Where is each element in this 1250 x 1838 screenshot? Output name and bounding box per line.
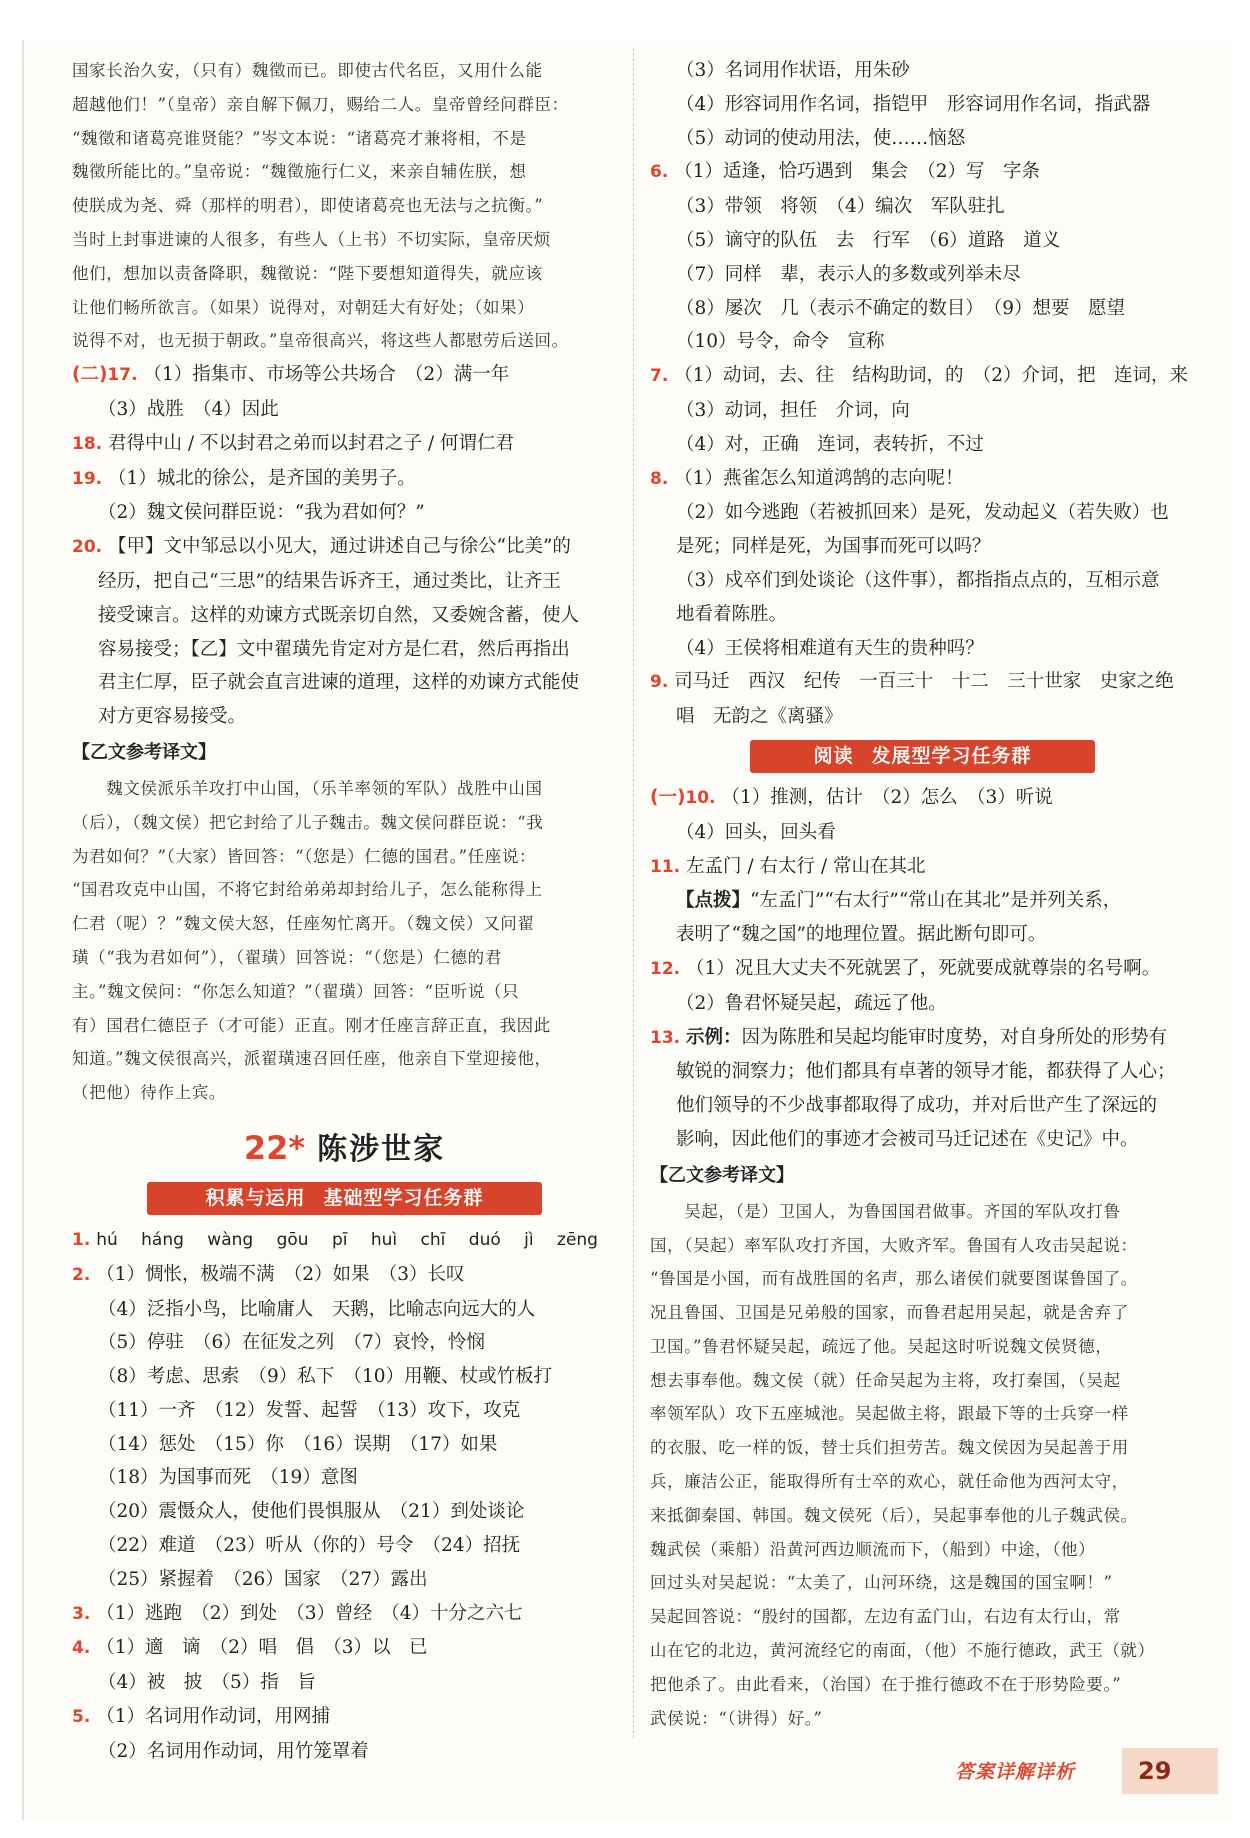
answer-text: （1）指集市、市场等公共场合 （2）满一年	[143, 364, 510, 386]
question-5-continued	[650, 54, 1195, 155]
answer-text: 他们领导的不少战事都取得了成功，并对后世产生了深远的	[676, 1095, 1158, 1117]
footer-answer-tag: 答案详解详析	[955, 1761, 1076, 1783]
text-line: 来抵御秦国、韩国。魏文侯死（后），吴起事奉他的儿子魏武侯。	[650, 1505, 1138, 1525]
text-line: 知道。”魏文侯很高兴，派翟璜速召回任座，他亲自下堂迎接他，	[72, 1049, 552, 1069]
text-line: 兵，廉洁公正，能取得所有士卒的欢心，就任命他为西河太守，	[650, 1472, 1129, 1492]
text-line: 卫国。”鲁君怀疑吴起，疏远了他。吴起这时听说魏文侯贤德，	[650, 1336, 1113, 1356]
question-number: 13.	[650, 1027, 681, 1048]
question-number: 4.	[72, 1638, 91, 1659]
text-line: 超越他们！”（皇帝）亲自解下佩刀，赐给二人。皇帝曾经问群臣：	[72, 94, 569, 114]
question-number: 20.	[72, 537, 103, 558]
answer-text: （3）名词用作状语，用朱砂	[676, 60, 910, 81]
text-line: 仁君（呢）？”魏文侯大怒，任座匆忙离开。（魏文侯）又问翟	[72, 914, 535, 934]
answer-text: （1）惆怅，极端不满 （2）如果 （3）长叹	[96, 1263, 465, 1285]
section-marker: (二)	[72, 364, 108, 386]
question-20	[72, 530, 617, 734]
answer-text: （4）对，正确 连词，表转折，不过	[676, 433, 984, 455]
text-line: 把他杀了。由此看来，（治国）在于推行德政不在于形势险要。”	[650, 1674, 1122, 1694]
left-column	[72, 54, 617, 1769]
question-9	[650, 665, 1195, 734]
answer-text: （2）魏文侯问群臣说：“我为君如何？”	[98, 502, 425, 524]
answer-text: （1）推测，估计 （2）怎么 （3）听说	[721, 786, 1053, 808]
question-11	[650, 850, 1195, 952]
answer-text: 影响，因此他们的事迹才会被司马迁记述在《史记》中。	[676, 1128, 1139, 1150]
tip-label: 【点拨】	[676, 890, 751, 912]
text-line: 的衣服、吃一样的饭，替士兵们担劳苦。魏文侯因为吴起善于用	[650, 1438, 1129, 1458]
text-line: 山在它的北边，黄河流经它的南面，（他）不施行德政，武王（就）	[650, 1641, 1155, 1661]
answer-text: （1）动词，去、往 结构助词，的 （2）介词，把 连词，来	[674, 365, 1188, 387]
question-number: 7.	[650, 366, 669, 387]
answer-text: （4）回头，回头看	[676, 821, 836, 843]
answer-text: （14）惩处 （15）你 （16）误期 （17）如果	[98, 1433, 498, 1455]
section-banner-accumulation	[147, 1182, 542, 1215]
question-number: 2.	[72, 1264, 91, 1285]
answer-text: 因为陈胜和吴起均能审时度势，对自身所处的形势有	[741, 1026, 1168, 1048]
answer-text: （2）名词用作动词，用竹笼罩着	[98, 1740, 369, 1762]
question-2	[72, 1258, 617, 1597]
text-line: 吴起回答说：“殷纣的国都，左边有孟门山，右边有太行山，常	[650, 1607, 1121, 1627]
answer-text: （4）泛指小鸟，比喻庸人 天鹅，比喻志向远大的人	[98, 1298, 536, 1320]
section-marker: (一)	[650, 786, 686, 808]
answer-text: （4）形容词用作名词，指铠甲 形容词用作名词，指武器	[676, 93, 1151, 115]
text-line: 他们，想加以责备降职，魏徵说：“陛下要想知道得失，就应该	[72, 263, 543, 283]
question-number: 9.	[650, 672, 669, 693]
banner-sub: 基础型学习任务群	[323, 1186, 484, 1209]
answer-text: （5）动词的使动用法，使……恼怒	[676, 127, 966, 149]
question-number: 17.	[107, 365, 138, 386]
answer-text: 经历，把自己“三思”的结果告诉齐王，通过类比，让齐王	[98, 570, 561, 592]
answer-text: 容易接受；【乙】文中翟璜先肯定对方是仁君，然后再指出	[98, 638, 570, 660]
answer-text: （1）城北的徐公，是齐国的美男子。	[108, 467, 416, 489]
answer-text: （11）一齐 （12）发誓、起誓 （13）攻下，攻克	[98, 1399, 521, 1421]
answer-text: 君主仁厚，臣子就会直言进谏的道理，这样的劝谏方式能使	[98, 672, 580, 694]
answer-text: （3）戍卒们到处谈论（这件事），都指指点点的，互相示意	[676, 569, 1160, 591]
text-line: 璜（“我为君如何”），（翟璜）回答说：“（您是）仁德的君	[72, 947, 502, 967]
answer-text: 是死；同样是死，为国事而死可以吗？	[676, 536, 991, 558]
answer-text: （1）燕雀怎么知道鸿鹄的志向呢！	[674, 467, 964, 489]
answer-text: 敏锐的洞察力；他们都具有卓著的领导才能，都获得了人心；	[676, 1061, 1176, 1083]
section-banner-reading	[750, 740, 1095, 773]
answer-text: （2）鲁君怀疑吴起，疏远了他。	[676, 992, 947, 1014]
chapter-title: 陈涉世家	[317, 1131, 446, 1167]
right-column	[650, 54, 1195, 1735]
text-line: 魏文侯派乐羊攻打中山国，（乐羊率领的军队）战胜中山国	[72, 778, 543, 798]
text-line: “鲁国是小国，而有战胜国的名声，那么诸侯们就要图谋鲁国了。	[650, 1269, 1138, 1289]
answer-text: （4）被 披 （5）指 旨	[98, 1672, 316, 1694]
question-8	[650, 462, 1195, 666]
answer-text: “左孟门”“右太行”“常山在其北”是并列关系，	[750, 890, 1122, 912]
example-label: 示例：	[686, 1026, 742, 1048]
text-line: 魏武侯（乘船）沿黄河西边顺流而下，（船到）中途，（他）	[650, 1539, 1096, 1559]
text-line: 主。”魏文侯问：“你怎么知道？”（翟璜）回答：“臣听说（只	[72, 981, 520, 1001]
answer-text: （18）为国事而死 （19）意图	[98, 1467, 358, 1489]
chapter-number: 22*	[243, 1128, 306, 1167]
text-line: 有）国君仁德臣子（才可能）正直。刚才任座言辞正直，我因此	[72, 1015, 551, 1035]
answer-text: 地看着陈胜。	[676, 603, 788, 625]
answer-text: （1）适逢，恰巧遇到 集会 （2）写 字条	[674, 161, 1040, 183]
question-1	[72, 1223, 617, 1258]
question-number: 18.	[72, 433, 103, 454]
answer-text: 唱 无韵之《离骚》	[676, 706, 843, 728]
question-3	[72, 1597, 617, 1632]
banner-main: 积累与运用	[205, 1186, 306, 1209]
text-line: 况且鲁国、卫国是兄弟般的国家，而鲁君起用吴起，就是舍弃了	[650, 1303, 1129, 1323]
question-13	[650, 1021, 1195, 1157]
question-19	[72, 462, 617, 531]
question-6	[650, 155, 1195, 359]
text-line: 想去事奉他。魏文侯（就）任命吴起为主将，攻打秦国，（吴起	[650, 1370, 1121, 1390]
chapter-heading	[72, 1124, 617, 1178]
section-label: 【乙文参考译文】	[650, 1164, 794, 1186]
text-line: 为君如何？”（大家）皆回答：“（您是）仁德的国君。”任座说：	[72, 846, 537, 866]
question-number: 11.	[650, 856, 681, 877]
answer-text: 表明了“魏之国”的地理位置。据此断句即可。	[676, 924, 1047, 946]
banner-sub: 发展型学习任务群	[871, 744, 1032, 767]
text-line: 武侯说：“（讲得）好。”	[650, 1708, 823, 1728]
answer-text: （10）号令，命令 宣称	[676, 331, 885, 353]
answer-text: （22）难道 （23）听从（你的）号令 （24）招抚	[98, 1535, 521, 1557]
answer-text: 接受谏言。这样的劝谏方式既亲切自然，又委婉含蓄，使人	[98, 604, 580, 626]
answer-text: （3）战胜 （4）因此	[98, 398, 279, 420]
answer-text: （7）同样 辈，表示人的多数或列举未尽	[676, 263, 1021, 285]
column-divider	[633, 48, 634, 1738]
answer-text: （5）谪守的队伍 去 行军 （6）道路 道义	[676, 229, 1061, 251]
page-number: 29	[1122, 1748, 1218, 1794]
answer-text: （3）带领 将领 （4）编次 军队驻扎	[676, 196, 1005, 218]
question-17	[72, 358, 617, 427]
answer-text: （1）適 谪 （2）唱 倡 （3）以 已	[96, 1637, 428, 1659]
text-line: （把他）待作上宾。	[72, 1083, 226, 1103]
text-line: 当时上封事进谏的人很多，有些人（上书）不切实际，皇帝厌烦	[72, 229, 551, 249]
intro-translation	[72, 54, 617, 358]
answer-text: 司马迁 西汉 纪传 一百三十 十二 三十世家 史家之绝	[674, 671, 1174, 693]
section-label: 【乙文参考译文】	[72, 741, 216, 763]
text-line: “国君攻克中山国，不将它封给弟弟却封给儿子，怎么能称得上	[72, 880, 543, 900]
answer-text: （8）屡次 几（表示不确定的数目） （9）想要 愿望	[676, 297, 1126, 319]
question-4	[72, 1631, 617, 1700]
answer-text: 【甲】文中邹忌以小见大，通过讲述自己与徐公“比美”的	[108, 536, 571, 558]
text-line: 率领军队）攻下五座城池。吴起做主将，跟最下等的士兵穿一样	[650, 1404, 1129, 1424]
question-5	[72, 1700, 617, 1769]
text-line: 国家长治久安，（只有）魏徵而已。即使古代名臣，又用什么能	[72, 61, 543, 80]
answer-text: （3）动词，担任 介词，向	[676, 399, 910, 421]
answer-text: （4）王侯将相难道有天生的贵种吗？	[676, 637, 984, 659]
text-line: 让他们畅所欲言。（如果）说得对，对朝廷大有好处；（如果）	[72, 297, 535, 317]
question-number: 12.	[650, 958, 681, 979]
question-7	[650, 359, 1195, 461]
answer-text: （20）震慑众人，使他们畏惧服从 （21）到处谈论	[98, 1501, 525, 1523]
question-12	[650, 952, 1195, 1021]
question-number: 19.	[72, 468, 103, 489]
answer-text: （8）考虑、思索 （9）私下 （10）用鞭、杖或竹板打	[98, 1366, 553, 1388]
text-line: 魏徵所能比的。”皇帝说：“魏徵施行仁义，来亲自辅佐朕，想	[72, 162, 527, 182]
question-number: 8.	[650, 468, 669, 489]
question-number: 1.	[72, 1229, 91, 1250]
text-line: 吴起，（是）卫国人，为鲁国国君做事。齐国的军队攻打鲁	[650, 1201, 1121, 1221]
answer-text: 君得中山 / 不以封君之弟而以封君之子 / 何谓仁君	[108, 432, 515, 454]
banner-main: 阅读	[813, 744, 854, 767]
question-number: 3.	[72, 1603, 91, 1624]
question-number: 6.	[650, 162, 669, 183]
answer-text: 对方更容易接受。	[98, 706, 247, 728]
answer-text: （25）紧握着 （26）国家 （27）露出	[98, 1568, 428, 1590]
text-line: 使朕成为尧、舜（那样的明君），即使诸葛亮也无法与之抗衡。”	[72, 196, 544, 216]
reference-translation-b	[72, 736, 617, 1110]
answer-text: （5）停驻 （6）在征发之列 （7）哀怜，怜悯	[98, 1332, 485, 1354]
question-18	[72, 427, 617, 462]
text-line: （后），（魏文侯）把它封给了儿子魏击。魏文侯问群臣说：“我	[72, 812, 544, 832]
text-line: 说得不对，也无损于朝政。”皇帝很高兴，将这些人都慰劳后送回。	[72, 331, 569, 351]
pinyin-answer: hú háng wàng gōu pī huì chī duó jì zēng	[96, 1229, 598, 1250]
question-10	[650, 781, 1195, 850]
text-line: 国，（吴起）率军队攻打齐国，大败齐军。鲁国有人攻击吴起说：	[650, 1235, 1138, 1255]
text-line: 回过头对吴起说：“太美了，山河环绕，这是魏国的国宝啊！”	[650, 1573, 1113, 1593]
answer-text: 左孟门 / 右太行 / 常山在其北	[686, 855, 926, 877]
answer-text: （2）如今逃跑（若被抓回来）是死，发动起义（若失败）也	[676, 502, 1169, 524]
reference-translation-b-right	[650, 1159, 1195, 1736]
question-number: 5.	[72, 1707, 91, 1728]
answer-text: （1）逃跑 （2）到处 （3）曾经 （4）十分之六七	[96, 1602, 523, 1624]
question-number: 10.	[685, 787, 716, 808]
answer-text: （1）名词用作动词，用网捕	[96, 1706, 330, 1728]
answer-text: （1）况且大丈夫不死就罢了，死就要成就尊崇的名号啊。	[686, 957, 1161, 979]
text-line: “魏徵和诸葛亮谁贤能？”岑文本说：“诸葛亮才兼将相，不是	[72, 128, 527, 148]
